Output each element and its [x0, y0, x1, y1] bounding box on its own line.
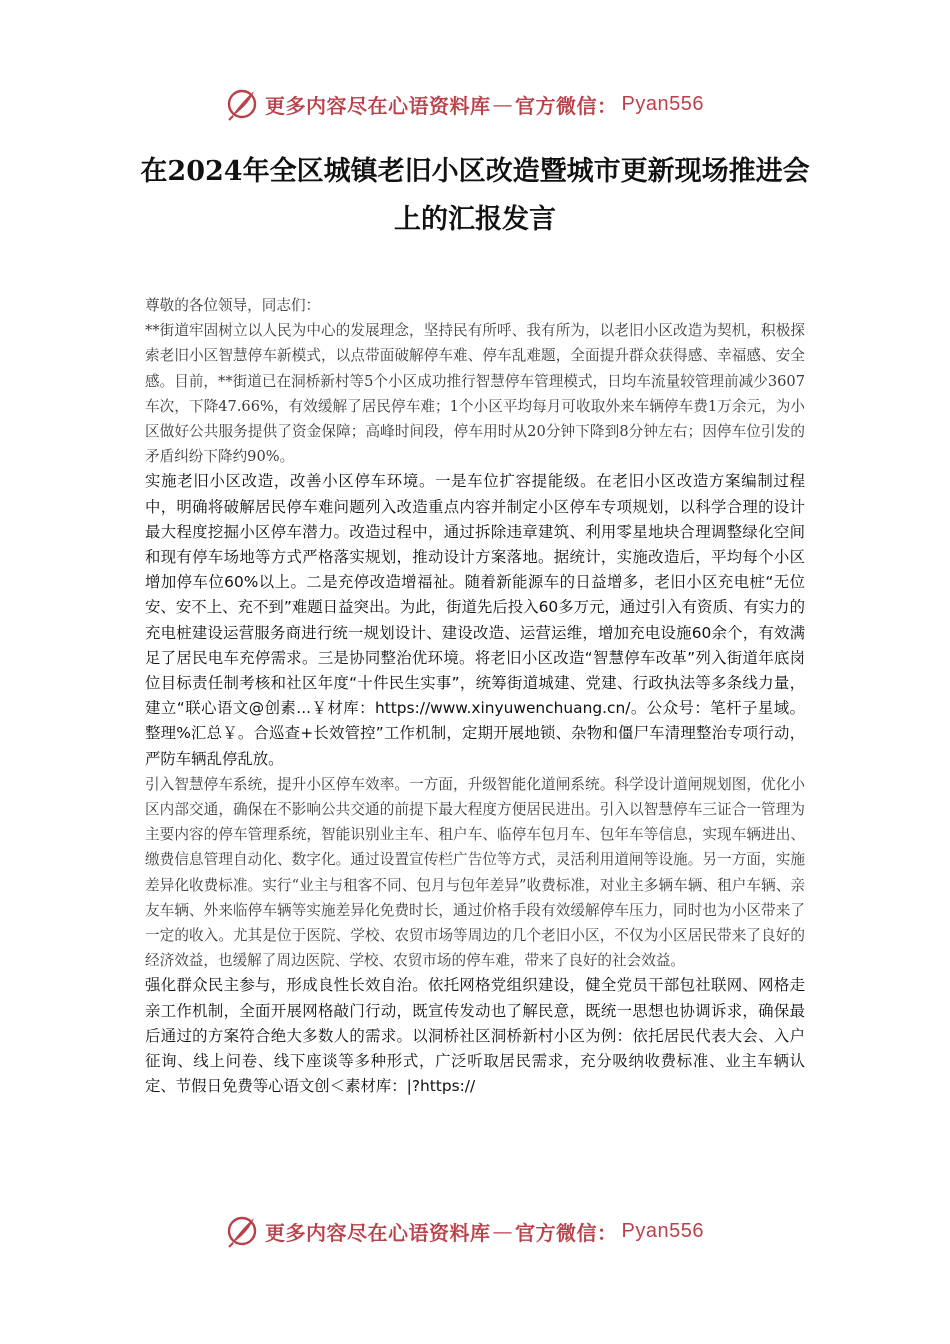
banner-wechat-label: 官方微信：	[515, 93, 618, 118]
banner-main-text: 更多内容尽在心语资料库	[265, 93, 491, 118]
header-banner	[225, 82, 725, 126]
feather-pen-icon	[225, 87, 259, 121]
section-paragraph-1: 实施老旧小区改造，改善小区停车环境。一是车位扩容提能级。在老旧小区改造方案编制过程中，明确将破解居民停车难问题列入改造重点内容并制定小区停车专项规划，以科学合理的设计最大程度挖掘小区停车潜力。改造过程中，通过拆除违章建筑、利用零星地块合理调整绿化空间和现有停车场地等方式严格落实规划，推动设计方案落地。据统计，实施改造后，平均每个小区增加停车位60%以上。二是充停改造增福祉。随着新能源车的日益增多，老旧小区充电桩“无位安、安不上、充不到”难题日益突出。为此，街道先后投入60多万元，通过引入有资质、有实力的充电桩建设运营服务商进行统一规划设计、建设改造、运营运维，增加充电设施60余个，有效满足了居民电车充停需求。三是协同整治优环境。将老旧小区改造“智慧停车改革”列入街道年底岗位目标责任制考核和社区年度“十件民生实事”，统筹街道城建、党建、行政执法等多条线力量，建立“联心语文@创素...￥材库：https://www.xinyuwenchuang.cn/。公众号：笔杆子星域。整理%汇总￥。合巡查+长效管控”工作机制，定期开展地锁、杂物和僵尸车清理整治专项行动，严防车辆乱停乱放。	[145, 472, 805, 768]
banner-main-text: 更多内容尽在心语资料库	[265, 1220, 491, 1245]
document-title: 在2024年全区城镇老旧小区改造暨城市更新现场推进会上的汇报发言	[140, 156, 810, 235]
salutation: 尊敬的各位领导，同志们：	[145, 297, 321, 314]
footer-banner	[225, 1209, 725, 1253]
section-paragraph-2: 引入智慧停车系统，提升小区停车效率。一方面，升级智能化道闸系统。科学设计道闸规划图，优化小区内部交通，确保在不影响公共交通的前提下最大程度方便居民进出。引入以智慧停车三证合一管理为主要内容的停车管理系统，智能识别业主车、租户车、临停车包月车、包年车等信息，实现车辆进出、缴费信息管理自动化、数字化。通过设置宣传栏广告位等方式，灵活利用道闸等设施。另一方面，实施差异化收费标准。实行“业主与租客不同、包月与包年差异”收费标准，对业主多辆车辆、租户车辆、亲友车辆、外来临停车辆等实施差异化免费时长，通过价格手段有效缓解停车压力，同时也为小区带来了一定的收入。尤其是位于医院、学校、农贸市场等周边的几个老旧小区，不仅为小区居民带来了良好的经济效益，也缓解了周边医院、学校、农贸市场的停车难，带来了良好的社会效益。	[145, 775, 805, 970]
banner-dash: —	[492, 1219, 513, 1243]
section-paragraph-3: 强化群众民主参与，形成良性长效自治。依托网格党组织建设，健全党员干部包社联网、网格走亲工作机制，全面开展网格敲门行动，既宣传发动也了解民意，既统一思想也协调诉求，确保最后通过的方案符合绝大多数人的需求。以洞桥社区洞桥新村小区为例：依托居民代表大会、入户征询、线上问卷、线下座谈等多种形式，广泛听取居民需求，充分吸纳收费标准、业主车辆认定、节假日免费等心语文创＜素材库：|?https://	[145, 976, 805, 1096]
intro-paragraph: **街道牢固树立以人民为中心的发展理念，坚持民有所呼、我有所为，以老旧小区改造为契机，积极探索老旧小区智慧停车新模式，以点带面破解停车难、停车乱难题，全面提升群众获得感、幸福感、安全感。目前，**街道已在洞桥新村等5个小区成功推行智慧停车管理模式，日均车流量较管理前减少3607车次，下降47.66%，有效缓解了居民停车难；1个小区平均每月可收取外来车辆停车费1万余元，为小区做好公共服务提供了资金保障；高峰时间段，停车用时从20分钟下降到8分钟左右；因停车位引发的矛盾纠纷下降约90%。	[145, 322, 805, 466]
document-body	[145, 293, 805, 1100]
banner-wechat-id: Pyan556	[621, 1219, 704, 1242]
banner-dash: —	[492, 92, 513, 116]
banner-wechat-label: 官方微信：	[515, 1220, 618, 1245]
feather-pen-icon	[225, 1214, 259, 1248]
banner-wechat-id: Pyan556	[621, 92, 704, 115]
